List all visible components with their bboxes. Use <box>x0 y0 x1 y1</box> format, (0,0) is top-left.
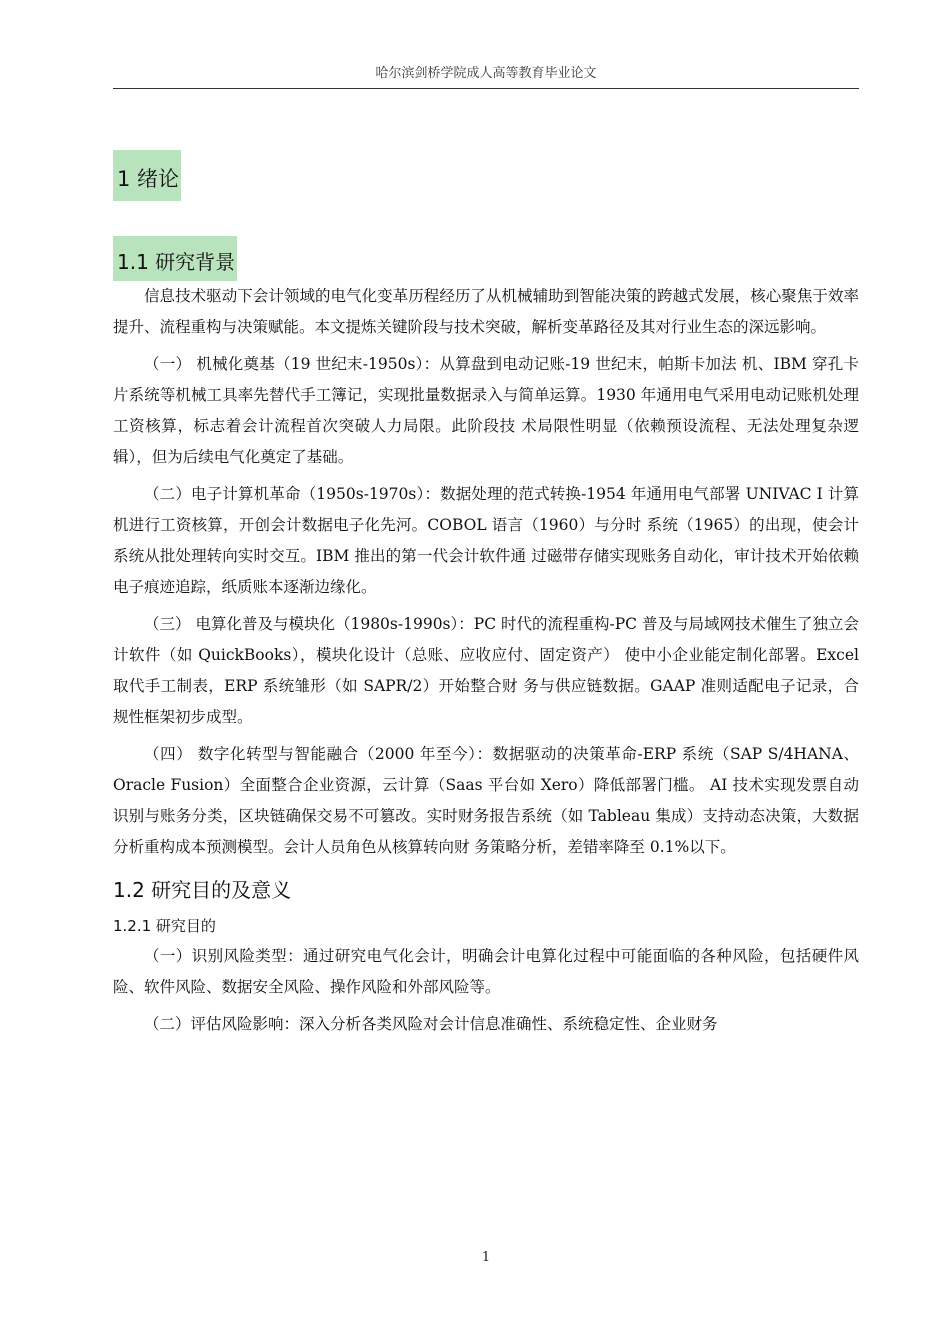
page-header: 哈尔滨剑桥学院成人高等教育毕业论文 <box>375 66 597 81</box>
section-heading-1-1: 1.1 研究背景 <box>113 236 237 281</box>
paragraph: （二）电子计算机革命（1950s-1970s）：数据处理的范式转换-1954 年通用电气部署 UNIVAC I 计算机进行工资核算，开创会计数据电子化先河。COBOL 语言（1960）与分时 系统（1965）的出现，使会计系统从批处理转向实时交互。IBM 推出的第一代会计软件通 过磁带存储实现账务自动化，审计技术开始依赖电子痕迹追踪，纸质账本逐渐边缘化。 <box>113 485 859 596</box>
page-number: 1 <box>481 1250 491 1265</box>
paragraph: 信息技术驱动下会计领域的电气化变革历程经历了从机械辅助到智能决策的跨越式发展，核心聚焦于效率提升、流程重构与决策赋能。本文提炼关键阶段与技术突破，解析变革路径及其对行业生态的深远影响。 <box>113 287 859 336</box>
header-divider <box>113 88 859 89</box>
document-body <box>113 150 859 1040</box>
subsection-heading-1-2-1: 1.2.1 研究目的 <box>113 917 216 935</box>
chapter-heading: 1 绪论 <box>113 150 181 201</box>
paragraph: （三） 电算化普及与模块化（1980s-1990s）：PC 时代的流程重构-PC 普及与局域网技术催生了独立会计软件（如 QuickBooks），模块化设计（总账、应收应付、固定资产） 使中小企业能定制化部署。Excel 取代手工制表，ERP 系统雏形（如 SAPR/2）开始整合财 务与供应链数据。GAAP 准则适配电子记录，合规性框架初步成型。 <box>113 615 859 726</box>
paragraph: （一）识别风险类型：通过研究电气化会计，明确会计电算化过程中可能面临的各种风险，包括硬件风险、软件风险、数据安全风险、操作风险和外部风险等。 <box>113 947 859 996</box>
paragraph: （二）评估风险影响：深入分析各类风险对会计信息准确性、系统稳定性、企业财务 <box>144 1015 718 1033</box>
paragraph: （四） 数字化转型与智能融合（2000 年至今）：数据驱动的决策革命-ERP 系统（SAP S/4HANA、Oracle Fusion）全面整合企业资源，云计算（Saas 平台如 Xero）降低部署门槛。 AI 技术实现发票自动识别与账务分类，区块链确保交易不可篡改。实时财务报告系统（如 Tableau 集成）支持动态决策，大数据分析重构成本预测模型。会计人员角色从核算转向财 务策略分析，差错率降至 0.1%以下。 <box>113 745 859 856</box>
paragraph: （一） 机械化奠基（19 世纪末-1950s）：从算盘到电动记账-19 世纪末，帕斯卡加法 机、IBM 穿孔卡片系统等机械工具率先替代手工簿记，实现批量数据录入与简单运算。1930 年通用电气采用电动记账机处理工资核算，标志着会计流程首次突破人力局限。此阶段技 术局限性明显（依赖预设流程、无法处理复杂逻辑），但为后续电气化奠定了基础。 <box>113 355 859 466</box>
section-heading-1-2: 1.2 研究目的及意义 <box>113 878 292 902</box>
